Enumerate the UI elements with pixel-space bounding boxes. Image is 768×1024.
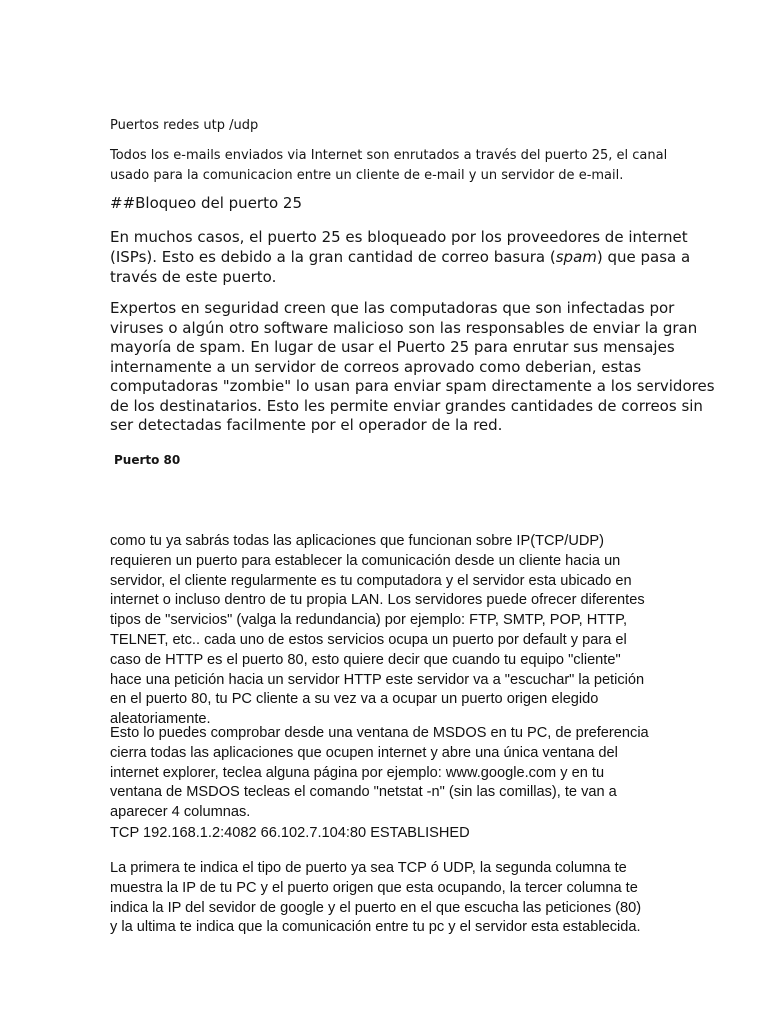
intro-paragraph	[110, 146, 667, 186]
document-title: Puertos redes utp /udp	[110, 118, 259, 133]
text-line: ventana de MSDOS tecleas el comando "netstat -n" (sin las comillas), te van a	[110, 784, 617, 801]
text-line: muestra la IP de tu PC y el puerto origen que esta ocupando, la tercer columna te	[110, 879, 638, 896]
text-line: TELNET, etc.. cada uno de estos servicios ocupa un puerto por default y para el	[110, 631, 627, 648]
expertos-paragraph	[110, 299, 715, 436]
columnas-paragraph	[110, 859, 641, 938]
text-line: en el puerto 80, tu PC cliente a su vez va a ocupar un puerto origen elegido	[110, 691, 599, 708]
text-fragment: ) que pasa a	[596, 248, 691, 266]
msdos-paragraph	[110, 724, 649, 823]
text-line: internet explorer, teclea alguna página por ejemplo: www.google.com y en tu	[110, 764, 605, 781]
text-line: cierra todas las aplicaciones que ocupen internet y abre una única ventana del	[110, 744, 618, 761]
spam-emphasis: spam	[555, 248, 597, 266]
section-heading-puerto80: Puerto 80	[114, 453, 181, 467]
text-line: través de este puerto.	[110, 268, 277, 286]
text-line: mayoría de spam. En lugar de usar el Puerto 25 para enrutar sus mensajes	[110, 338, 675, 356]
text-line: aleatoriamente.	[110, 711, 211, 728]
tcp-paragraph	[110, 532, 645, 730]
text-line: tipos de "servicios" (valga la redundancia) por ejemplo: FTP, SMTP, POP, HTTP,	[110, 612, 628, 629]
text-line: Esto lo puedes comprobar desde una ventana de MSDOS en tu PC, de preferencia	[110, 725, 649, 741]
section-heading-bloqueo: ##Bloqueo del puerto 25	[110, 194, 302, 212]
text-line: como tu ya sabrás todas las aplicaciones que funcionan sobre IP(TCP/UDP)	[110, 533, 604, 549]
text-line: Expertos en seguridad creen que las computadoras que son infectadas por	[110, 299, 675, 317]
text-line: La primera te indica el tipo de puerto ya sea TCP ó UDP, la segunda columna te	[110, 860, 627, 876]
text-line: internamente a un servidor de correos aprovado como deberian, estas	[110, 357, 642, 376]
isp-paragraph	[110, 227, 690, 287]
text-line: En muchos casos, el puerto 25 es bloqueado por los proveedores de internet	[110, 228, 688, 246]
text-line: de los destinatarios. Esto les permite enviar grandes cantidades de correos sin	[110, 396, 703, 415]
text-fragment: (ISPs). Esto es debido a la gran cantidad de correo basura (	[110, 248, 556, 266]
text-line	[110, 247, 690, 267]
text-line: Todos los e-mails enviados via Internet son enrutados a través del puerto 25, el canal	[110, 148, 668, 163]
text-line: usado para la comunicacion entre un cliente de e-mail y un servidor de e-mail.	[110, 168, 624, 183]
text-line: requieren un puerto para establecer la comunicación desde un cliente hacia un	[110, 552, 621, 569]
text-line: viruses o algún otro software malicioso son las responsables de enviar la gran	[110, 318, 698, 337]
text-line: y la ultima te indica que la comunicación entre tu pc y el servidor esta establecida.	[110, 919, 641, 936]
netstat-output-line: TCP 192.168.1.2:4082 66.102.7.104:80 ESTABLISHED	[110, 825, 470, 841]
text-line: internet o incluso dentro de tu propia LAN. Los servidores puede ofrecer diferentes	[110, 592, 645, 609]
text-line: hace una petición hacia un servidor HTTP este servidor va a "escuchar" la petición	[110, 671, 645, 688]
text-line: ser detectadas facilmente por el operador de la red.	[110, 416, 503, 434]
text-line: aparecer 4 columnas.	[110, 804, 251, 821]
text-line: caso de HTTP es el puerto 80, esto quiere decir que cuando tu equipo "cliente"	[110, 651, 621, 668]
text-line: servidor, el cliente regularmente es tu computadora y el servidor esta ubicado en	[110, 572, 632, 589]
text-line: computadoras "zombie" lo usan para enviar spam directamente a los servidores	[110, 377, 715, 395]
text-line: indica la IP del sevidor de google y el puerto en el que escucha las peticiones (80)	[110, 899, 642, 916]
